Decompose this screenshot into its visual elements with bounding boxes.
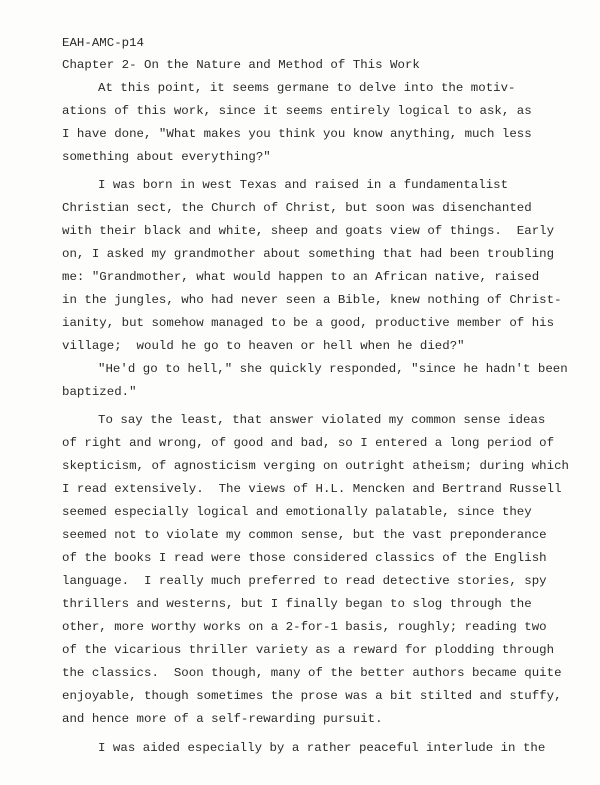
text-line: thrillers and westerns, but I finally began to slog through the [62, 597, 532, 611]
text-line: and hence more of a self-rewarding pursuit. [62, 712, 383, 726]
text-line: of the books I read were those considered classics of the English [62, 551, 547, 565]
text-line: ations of this work, since it seems entirely logical to ask, as [62, 104, 532, 118]
text-line: in the jungles, who had never seen a Bible, knew nothing of Christ- [62, 293, 562, 307]
text-line: seemed not to violate my common sense, but the vast preponderance [62, 528, 547, 542]
text-line: I have done, "What makes you think you know anything, much less [62, 127, 532, 141]
text-line: on, I asked my grandmother about something that had been troubling [62, 247, 555, 261]
text-line: of the vicarious thriller variety as a reward for plodding through [62, 643, 555, 657]
text-line: To say the least, that answer violated my common sense ideas [98, 413, 546, 427]
text-line: Christian sect, the Church of Christ, but soon was disenchanted [62, 201, 532, 215]
text-line: "He'd go to hell," she quickly responded, "since he hadn't been [98, 362, 568, 376]
text-line: I was aided especially by a rather peaceful interlude in the [98, 741, 546, 755]
text-line: of right and wrong, of good and bad, so I entered a long period of [62, 436, 555, 450]
chapter-heading: Chapter 2- On the Nature and Method of This Work [62, 58, 420, 72]
text-line: something about everything?" [62, 150, 271, 164]
text-line: with their black and white, sheep and goats view of things. Early [62, 224, 555, 238]
text-line: village; would he go to heaven or hell when he died?" [62, 339, 465, 353]
text-line: I was born in west Texas and raised in a fundamentalist [98, 178, 509, 192]
text-line: the classics. Soon though, many of the better authors became quite [62, 666, 562, 680]
text-line: baptized." [62, 385, 137, 399]
text-line: I read extensively. The views of H.L. Mencken and Bertrand Russell [62, 482, 562, 496]
text-line: language. I really much preferred to read detective stories, spy [62, 574, 547, 588]
text-line: skepticism, of agnosticism verging on outright atheism; during which [62, 459, 569, 473]
page-id: EAH-AMC-p14 [62, 36, 145, 50]
text-line: other, more worthy works on a 2-for-1 basis, roughly; reading two [62, 620, 547, 634]
text-line: At this point, it seems germane to delve into the motiv- [98, 81, 516, 95]
text-line: enjoyable, though sometimes the prose was a bit stilted and stuffy, [62, 689, 562, 703]
text-line: ianity, but somehow managed to be a good, productive member of his [62, 316, 555, 330]
text-line: seemed especially logical and emotionally palatable, since they [62, 505, 532, 519]
text-line: me: "Grandmother, what would happen to an African native, raised [62, 270, 540, 284]
